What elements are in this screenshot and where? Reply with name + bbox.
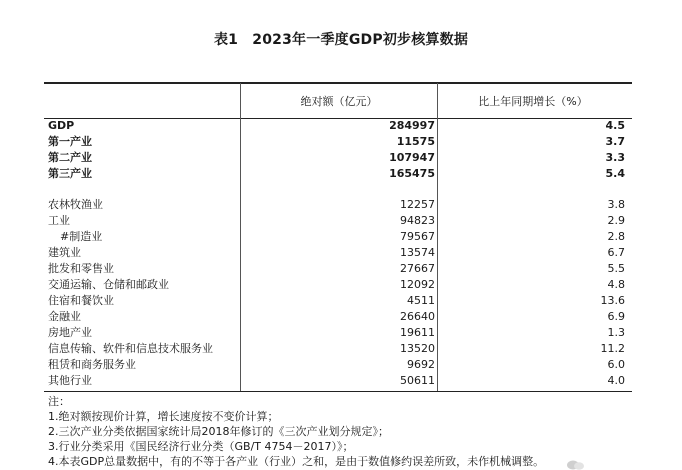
row-growth-value: 4.5 (605, 119, 625, 132)
row-growth-value: 6.7 (607, 246, 625, 259)
row-growth-value: 1.3 (607, 326, 625, 339)
row-growth-value: 3.8 (607, 198, 625, 211)
table-row (48, 229, 628, 245)
row-growth-value: 3.3 (605, 151, 625, 164)
row-growth-value: 13.6 (600, 294, 625, 307)
row-name: 工业 (48, 214, 70, 227)
row-growth-value: 3.7 (605, 135, 625, 148)
note-item: 2.三次产业分类依据国家统计局2018年修订的《三次产业划分规定》； (48, 425, 389, 438)
table-title: 表1 2023年一季度GDP初步核算数据 (213, 32, 469, 48)
row-name: 住宿和餐饮业 (48, 294, 114, 307)
row-absolute-value: 13520 (400, 342, 435, 355)
note-item: 1.绝对额按现价计算，增长速度按不变价计算； (48, 410, 279, 423)
row-name: 金融业 (48, 310, 81, 323)
header-absolute: 绝对额（亿元） (300, 95, 378, 108)
row-absolute-value: 9692 (407, 358, 435, 371)
table-row (48, 213, 628, 229)
row-name: 第一产业 (48, 135, 92, 148)
table-row (48, 277, 628, 293)
note-item: 3.行业分类采用《国民经济行业分类（GB/T 4754－2017）》； (48, 440, 354, 453)
row-absolute-value: 19611 (400, 326, 435, 339)
table-row (48, 245, 628, 261)
row-growth-value: 5.4 (605, 167, 625, 180)
table-row (48, 341, 628, 357)
row-absolute-value: 13574 (400, 246, 435, 259)
table-row (48, 118, 628, 134)
row-name: 农林牧渔业 (48, 198, 103, 211)
row-name: 租赁和商务服务业 (48, 358, 136, 371)
row-absolute-value: 94823 (400, 214, 435, 227)
table-row (48, 373, 628, 389)
row-name: 信息传输、软件和信息技术服务业 (48, 342, 213, 355)
row-name: 建筑业 (48, 246, 81, 259)
table-row (48, 261, 628, 277)
row-name: 第三产业 (48, 167, 92, 180)
row-absolute-value: 11575 (396, 135, 435, 148)
notes-section (48, 394, 544, 469)
row-name: GDP (48, 119, 75, 132)
row-growth-value: 11.2 (600, 342, 625, 355)
row-growth-value: 5.5 (607, 262, 625, 275)
row-name: 其他行业 (48, 374, 92, 387)
table-row (48, 166, 628, 182)
row-growth-value: 4.0 (607, 374, 625, 387)
row-absolute-value: 79567 (400, 230, 435, 243)
table-row (48, 293, 628, 309)
row-absolute-value: 107947 (389, 151, 435, 164)
row-absolute-value: 165475 (389, 167, 435, 180)
row-name: 第二产业 (48, 151, 92, 164)
table-row (48, 357, 628, 373)
wechat-logo-icon (566, 458, 586, 470)
row-absolute-value: 12257 (400, 198, 435, 211)
row-name: 交通运输、仓储和邮政业 (48, 278, 169, 291)
row-name: 房地产业 (48, 326, 92, 339)
row-absolute-value: 27667 (400, 262, 435, 275)
note-item: 4.本表GDP总量数据中，有的不等于各产业（行业）之和，是由于数值修约误差所致，未作机械调整。 (48, 455, 545, 468)
row-growth-value: 6.9 (607, 310, 625, 323)
row-name: 批发和零售业 (48, 262, 114, 275)
row-growth-value: 4.8 (607, 278, 625, 291)
header-growth: 比上年同期增长（%） (478, 95, 588, 108)
notes-label: 注： (48, 395, 70, 408)
table-row (48, 197, 628, 213)
table-row (48, 325, 628, 341)
row-growth-value: 6.0 (607, 358, 625, 371)
table-top-rule (44, 82, 632, 84)
row-absolute-value: 12092 (400, 278, 435, 291)
table-row (48, 309, 628, 325)
table-bottom-rule (44, 391, 632, 392)
row-absolute-value: 26640 (400, 310, 435, 323)
table-row (48, 134, 628, 150)
row-absolute-value: 284997 (389, 119, 435, 132)
row-absolute-value: 50611 (400, 374, 435, 387)
table-row (48, 150, 628, 166)
row-name: #制造业 (60, 230, 103, 243)
row-growth-value: 2.8 (607, 230, 625, 243)
row-absolute-value: 4511 (407, 294, 435, 307)
row-growth-value: 2.9 (607, 214, 625, 227)
